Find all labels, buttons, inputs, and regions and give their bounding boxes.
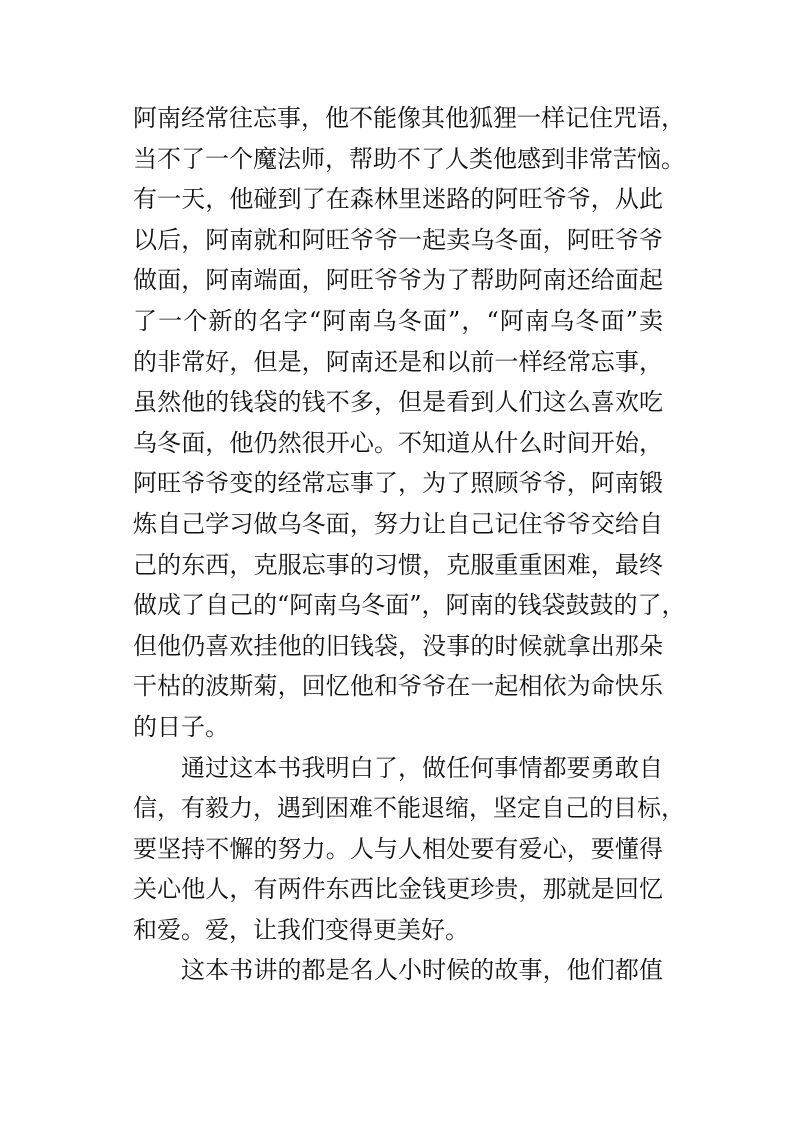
text-line-paragraph-start: 通过这本书我明白了，做任何事情都要勇敢自 (181, 753, 663, 782)
text-line: 有一天，他碰到了在森林里迷路的阿旺爷爷，从此 (133, 185, 663, 214)
text-line: 了一个新的名字“阿南乌冬面”，“阿南乌冬面”卖 (133, 306, 663, 335)
text-line: 炼自己学习做乌冬面，努力让自己记住爷爷交给自 (133, 509, 663, 538)
text-line: 信，有毅力，遇到困难不能退缩，坚定自己的目标， (133, 794, 685, 823)
text-line: 关心他人，有两件东西比金钱更珍贵，那就是回忆 (133, 875, 663, 904)
text-line: 当不了一个魔法师，帮助不了人类他感到非常苦恼。 (133, 144, 685, 173)
body-text (133, 98, 686, 991)
text-line: 要坚持不懈的努力。人与人相处要有爱心，要懂得 (133, 834, 663, 863)
text-line: 但他仍喜欢挂他的旧钱袋，没事的时候就拿出那朵 (133, 631, 663, 660)
text-line: 和爱。爱，让我们变得更美好。 (133, 915, 469, 944)
text-line: 阿旺爷爷变的经常忘事了，为了照顾爷爷，阿南锻 (133, 469, 663, 498)
text-line-paragraph-start: 这本书讲的都是名人小时候的故事，他们都值 (181, 956, 663, 985)
text-line: 做成了自己的“阿南乌冬面”，阿南的钱袋鼓鼓的了， (133, 591, 686, 620)
text-line: 己的东西，克服忘事的习惯，克服重重困难，最终 (133, 550, 663, 579)
text-line: 乌冬面，他仍然很开心。不知道从什么时间开始， (133, 428, 663, 457)
text-line: 阿南经常往忘事，他不能像其他狐狸一样记住咒语， (133, 104, 685, 132)
text-line: 的日子。 (133, 712, 229, 741)
text-line: 干枯的波斯菊，回忆他和爷爷在一起相依为命快乐 (133, 672, 663, 701)
text-line: 的非常好，但是，阿南还是和以前一样经常忘事， (133, 347, 663, 376)
text-line: 虽然他的钱袋的钱不多，但是看到人们这么喜欢吃 (133, 388, 663, 417)
text-line: 以后，阿南就和阿旺爷爷一起卖乌冬面，阿旺爷爷 (133, 225, 663, 254)
text-line: 做面，阿南端面，阿旺爷爷为了帮助阿南还给面起 (133, 266, 663, 295)
